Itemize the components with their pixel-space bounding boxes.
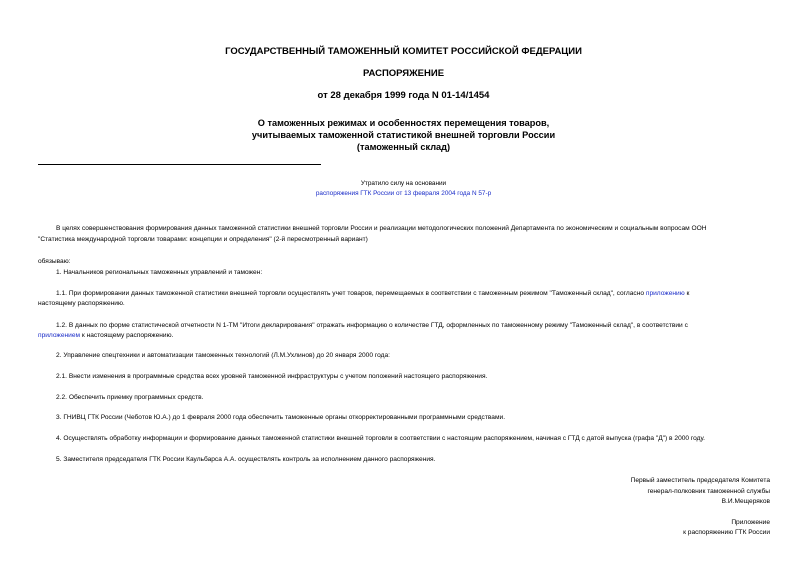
signature-name: В.И.Мещеряков	[721, 498, 770, 505]
item-5: 5. Заместителя председателя ГТК России Каульбарса А.А. осуществлять контроль за исполнением данного распоряжения.	[56, 456, 436, 463]
subject-line-1: О таможенных режимах и особенностях перемещения товаров,	[257, 118, 550, 128]
agency-title: ГОСУДАРСТВЕННЫЙ ТАМОЖЕННЫЙ КОМИТЕТ РОССИЙСКОЙ ФЕДЕРАЦИИ	[225, 46, 582, 57]
appendix-reference: к распоряжению ГТК России	[683, 529, 770, 536]
item-2-2: 2.2. Обеспечить приемку программных средств.	[56, 394, 204, 401]
preamble-line-2: "Статистика международной торговли товарами: концепции и определения" (2-й пересмотренный вариант)	[38, 236, 368, 243]
item-1-1-tail: к	[686, 290, 690, 297]
item-1-2-tail: к настоящему распоряжению.	[81, 332, 174, 339]
document-date-number: от 28 декабря 1999 года N 01-14/1454	[317, 90, 490, 101]
annulment-line	[0, 190, 807, 197]
signature-line-2: генерал-полковник таможенной службы	[647, 488, 770, 495]
item-2: 2. Управление спецтехники и автоматизации таможенных технологий (Л.М.Ухлинов) до 20 января 2000 года:	[56, 352, 390, 359]
annulment-link[interactable]: распоряжения ГТК России от 13 февраля 2004 года N 57-р	[315, 190, 492, 197]
subject-line-2: учитываемых таможенной статистикой внешней торговли России	[251, 130, 556, 140]
item-2-1: 2.1. Внести изменения в программные средства всех уровней таможенной инфраструктуры с учетом положений настоящего распоряжения.	[56, 373, 488, 380]
header-divider	[38, 164, 321, 165]
item-1-1-line-2: настоящему распоряжению.	[38, 300, 125, 307]
item-1: 1. Начальников региональных таможенных управлений и таможен:	[56, 269, 263, 276]
appendix-link-2[interactable]: приложением	[38, 332, 81, 339]
item-1-2-line-2	[38, 331, 173, 341]
item-3: 3. ГНИВЦ ГТК России (Чеботов Ю.А.) до 1 февраля 2000 года обеспечить таможенные органы откорректированными программными средствами.	[56, 414, 506, 421]
annulment-text: Утратило силу на основании	[360, 180, 447, 187]
item-4: 4. Осуществлять обработку информации и формирование данных таможенной статистики внешней торговли в соответствии с настоящим распоряжением, начиная с ГТД с датой выпуска (графа "Д") в 2000 году.	[56, 435, 705, 442]
preamble-line-1: В целях совершенствования формирования данных таможенной статистики внешней торговли России и реализации методологических положений Департамента по экономическим и социальным вопросам ООН	[56, 225, 707, 232]
appendix-link-1[interactable]: приложению	[645, 290, 685, 297]
appendix-title: Приложение	[731, 519, 770, 526]
document-type: РАСПОРЯЖЕНИЕ	[362, 68, 445, 79]
obligate-text: обязываю:	[38, 258, 71, 265]
subject-line-3: (таможенный склад)	[356, 142, 451, 152]
item-1-2-line-1: 1.2. В данных по форме статистической отчетности N 1-ТМ "Итоги декларирования" отражать информацию о количестве ГТД, оформленных по таможенному режиму "Таможенный склад", в соответствии с	[56, 322, 688, 329]
signature-line-1: Первый заместитель председателя Комитета	[630, 477, 770, 484]
item-1-1-text: 1.1. При формировании данных таможенной статистики внешней торговли осуществлять учет товаров, перемещаемых в соответствии с таможенным режимом "Таможенный склад", согласно	[56, 290, 645, 297]
item-1-1-line-1	[56, 289, 689, 299]
